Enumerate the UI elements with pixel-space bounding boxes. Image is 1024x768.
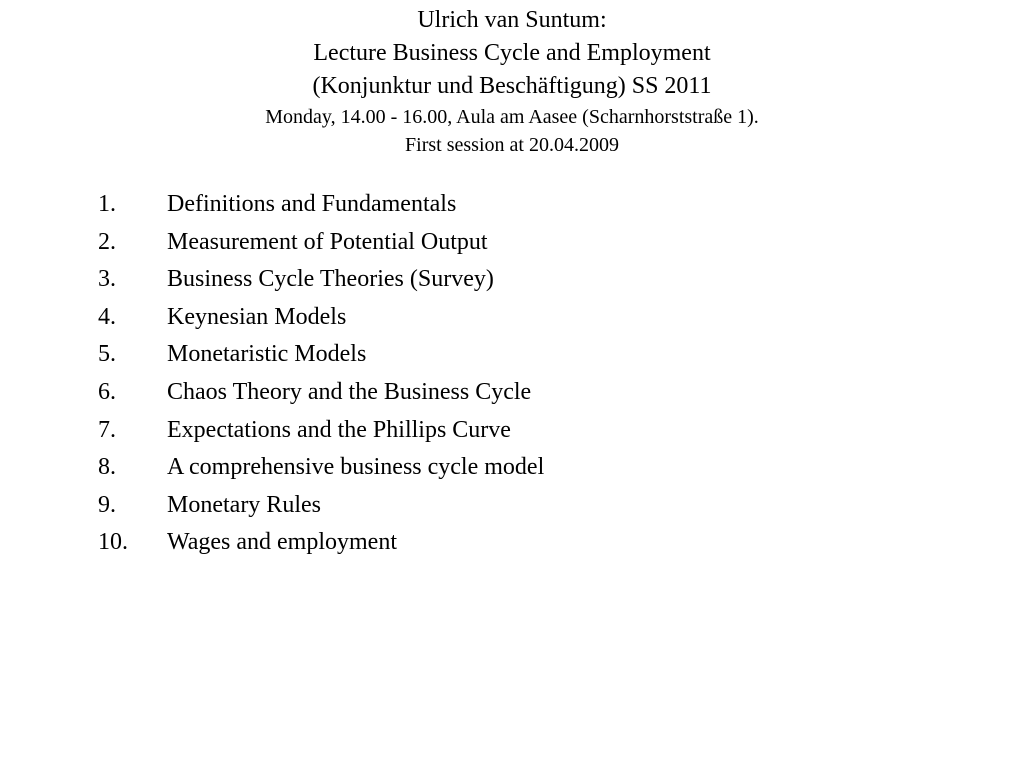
list-item-label: Expectations and the Phillips Curve xyxy=(167,416,511,443)
first-session-info: First session at 20.04.2009 xyxy=(405,134,619,156)
list-item-number: 2. xyxy=(98,228,116,255)
list-item-label: Chaos Theory and the Business Cycle xyxy=(167,378,532,405)
list-item xyxy=(0,412,1024,450)
list-item xyxy=(0,524,1024,562)
list-item-number: 4. xyxy=(98,303,116,330)
slide-header xyxy=(0,4,1024,159)
schedule-info: Monday, 14.00 - 16.00, Aula am Aasee (Scharnhorststraße 1). xyxy=(265,106,759,128)
list-item xyxy=(0,374,1024,412)
list-item xyxy=(0,261,1024,299)
list-item-number: 7. xyxy=(98,416,116,443)
topic-list xyxy=(0,186,1024,562)
course-subtitle: (Konjunktur und Beschäftigung) SS 2011 xyxy=(312,73,712,99)
list-item-number: 3. xyxy=(98,266,116,293)
list-item-label: Definitions and Fundamentals xyxy=(167,191,457,217)
list-item-number: 1. xyxy=(98,191,116,217)
list-item-label: Keynesian Models xyxy=(167,303,347,330)
list-item-number: 5. xyxy=(98,341,116,368)
list-item xyxy=(0,299,1024,337)
list-item xyxy=(0,186,1024,224)
list-item-number: 10. xyxy=(98,529,128,556)
author-name: Ulrich van Suntum: xyxy=(417,7,607,33)
list-item-label: Measurement of Potential Output xyxy=(167,228,488,255)
list-item xyxy=(0,224,1024,262)
list-item-label: Business Cycle Theories (Survey) xyxy=(167,266,494,293)
list-item-number: 6. xyxy=(98,378,116,405)
list-item xyxy=(0,487,1024,525)
list-item-label: Monetaristic Models xyxy=(167,341,367,368)
list-item-number: 8. xyxy=(98,454,116,481)
list-item xyxy=(0,336,1024,374)
list-item-number: 9. xyxy=(98,491,116,518)
course-title: Lecture Business Cycle and Employment xyxy=(313,40,711,66)
list-item-label: A comprehensive business cycle model xyxy=(167,454,545,481)
list-item-label: Monetary Rules xyxy=(167,491,321,518)
list-item-label: Wages and employment xyxy=(167,529,398,556)
list-item xyxy=(0,449,1024,487)
